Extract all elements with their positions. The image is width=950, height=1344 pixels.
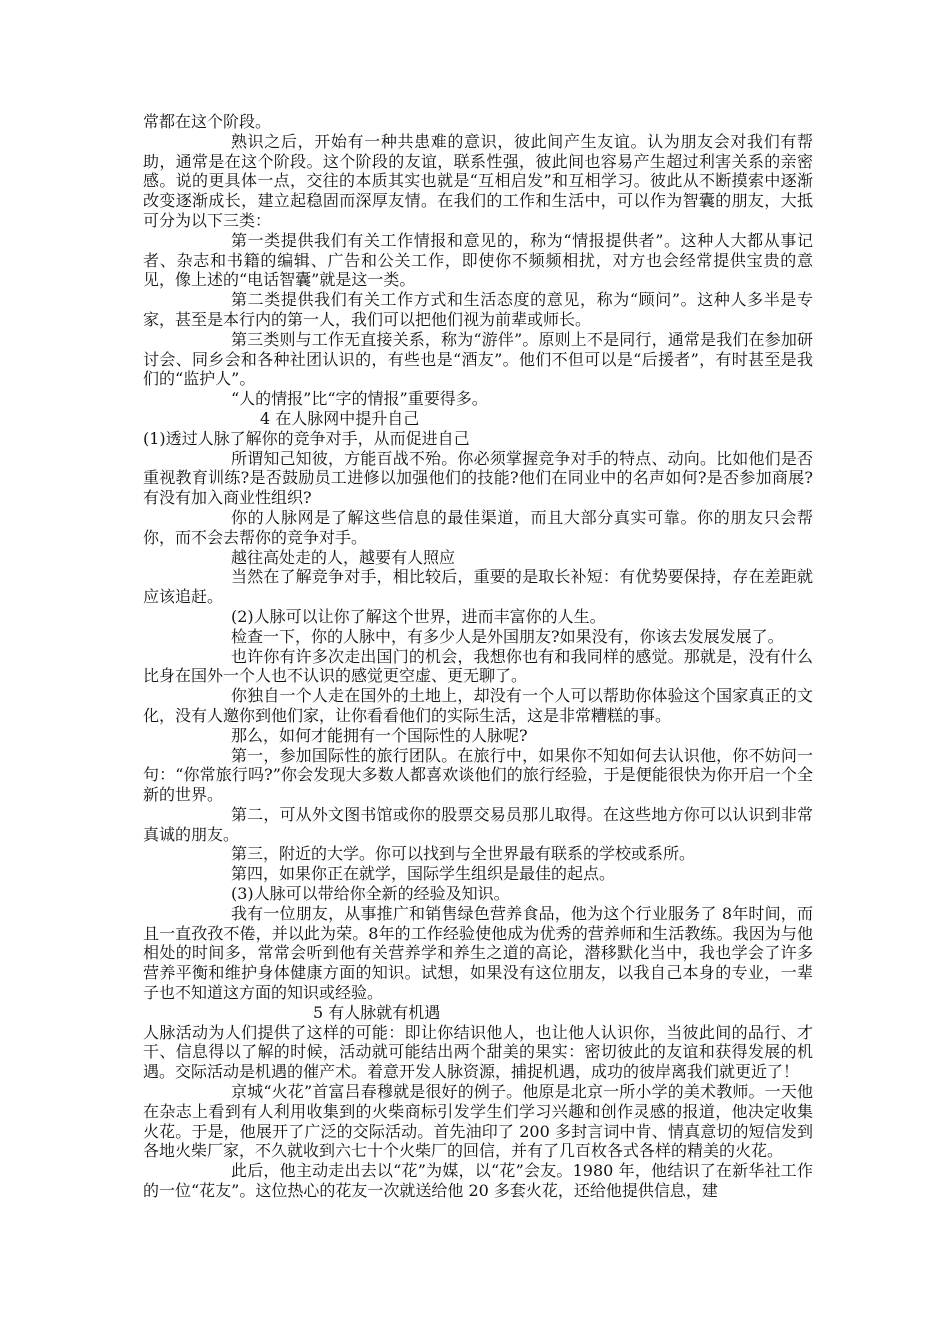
paragraph: 京城“火花”首富吕春穆就是很好的例子。他原是北京一所小学的美术教师。一天他在杂志上看到有人利用收集到的火柴商标引发学生们学习兴趣和创作灵感的报道，他决定收集火花。于是，他展开了广泛的交际活动。首先油印了 200 多封言词中肯、情真意切的短信发到各地火柴厂家，不久就收到六七十个火柴厂的回信，并有了几百枚各式各样的精美的火花。	[143, 1082, 813, 1161]
paragraph: 熟识之后，开始有一种共患难的意识，彼此间产生友谊。认为朋友会对我们有帮助，通常是在这个阶段。这个阶段的友谊，联系性强，彼此间也容易产生超过利害关系的亲密感。说的更具体一点，交往的本质其实也就是“互相启发”和互相学习。彼此从不断摸索中逐渐改变逐渐成长，建立起稳固而深厚友情。在我们的工作和生活中，可以作为智囊的朋友，大抵可分为以下三类：	[143, 131, 813, 230]
subheading: (3)人脉可以带给你全新的经验及知识。	[231, 884, 510, 904]
document-page	[143, 112, 813, 1201]
paragraph: 也许你有许多次走出国门的机会，我想你也有和我同样的感觉。那就是，没有什么比身在国外一个人也不认识的感觉更空虚、更无聊了。	[143, 646, 813, 686]
paragraph: 常都在这个阶段。	[143, 112, 272, 131]
paragraph: 第四，如果你正在就学，国际学生组织是最佳的起点。	[231, 864, 616, 884]
paragraph: 此后，他主动走出去以“花”为媒，以“花”会友。1980 年，他结识了在新华社工作的一位“花友”。这位热心的花友一次就送给他 20 多套火花，还给他提供信息，建	[143, 1161, 813, 1201]
paragraph: 越往高处走的人，越要有人照应	[231, 547, 456, 567]
paragraph: 第三类则与工作无直接关系，称为“游伴”。原则上不是同行，通常是我们在参加研讨会、同乡会和各种社团认识的，有些也是“酒友”。他们不但可以是“后援者”，有时甚至是我们的“监护人”。	[143, 329, 813, 389]
section-heading: 4 在人脉网中提升自己	[260, 408, 420, 428]
paragraph: 第一，参加国际性的旅行团队。在旅行中，如果你不知如何去认识他，你不妨问一句：“你常旅行吗?”你会发现大多数人都喜欢谈他们的旅行经验，于是便能很快为你开启一个全新的世界。	[143, 745, 813, 805]
subheading: (2)人脉可以让你了解这个世界，进而丰富你的人生。	[231, 606, 606, 626]
paragraph: 我有一位朋友，从事推广和销售绿色营养食品，他为这个行业服务了 8年时间，而且一直孜孜不倦，并以此为荣。8年的工作经验使他成为优秀的营养师和生活教练。我因为与他相处的时间多，常常会听到他有关营养学和养生之道的高论，潜移默化当中，我也学会了许多营养平衡和维护身体健康方面的知识。试想，如果没有这位朋友，以我自己本身的专业，一辈子也不知道这方面的知识或经验。	[143, 903, 813, 1003]
paragraph: “人的情报”比“字的情报”重要得多。	[231, 389, 488, 409]
paragraph: 那么，如何才能拥有一个国际性的人脉呢?	[231, 725, 528, 745]
paragraph: 你的人脉网是了解这些信息的最佳渠道，而且大部分真实可靠。你的朋友只会帮你，而不会去帮你的竞争对手。	[143, 507, 813, 547]
paragraph: 第二，可从外文图书馆或你的股票交易员那儿取得。在这些地方你可以认识到非常真诚的朋友。	[143, 804, 813, 844]
paragraph: 当然在了解竞争对手，相比较后，重要的是取长补短：有优势要保持，存在差距就应该追赶。	[143, 567, 813, 607]
paragraph: 第三，附近的大学。你可以找到与全世界最有联系的学校或系所。	[231, 844, 696, 864]
paragraph: 人脉活动为人们提供了这样的可能：即让你结识他人，也让他人认识你，当彼此间的品行、才干、信息得以了解的时候，活动就可能结出两个甜美的果实：密切彼此的友谊和获得发展的机遇。交际活动是机遇的催产术。着意开发人脉资源，捕捉机遇，成功的彼岸离我们就更近了！	[143, 1022, 813, 1082]
paragraph: 你独自一个人走在国外的土地上，却没有一个人可以帮助你体验这个国家真正的文化，没有人邀你到他们家，让你看看他们的实际生活，这是非常糟糕的事。	[143, 686, 813, 725]
paragraph: 第一类提供我们有关工作情报和意见的，称为“情报提供者”。这种人大都从事记者、杂志和书籍的编辑、广告和公关工作，即使你不频频相扰，对方也会经常提供宝贵的意见，像上述的“电话智囊”就是这一类。	[143, 230, 813, 290]
paragraph: 所谓知己知彼，方能百战不殆。你必须掌握竞争对手的特点、动向。比如他们是否重视教育训练?是否鼓励员工进修以加强他们的技能?他们在同业中的名声如何?是否参加商展?有没有加入商业性组织?	[143, 448, 813, 508]
subheading: (1)透过人脉了解你的竞争对手，从而促进自己	[143, 428, 470, 448]
section-heading: 5 有人脉就有机遇	[313, 1002, 441, 1022]
paragraph: 检查一下，你的人脉中，有多少人是外国朋友?如果没有，你该去发展发展了。	[231, 626, 784, 646]
paragraph: 第二类提供我们有关工作方式和生活态度的意见，称为“顾问”。这种人多半是专家，甚至是本行内的第一人，我们可以把他们视为前辈或师长。	[143, 290, 813, 329]
